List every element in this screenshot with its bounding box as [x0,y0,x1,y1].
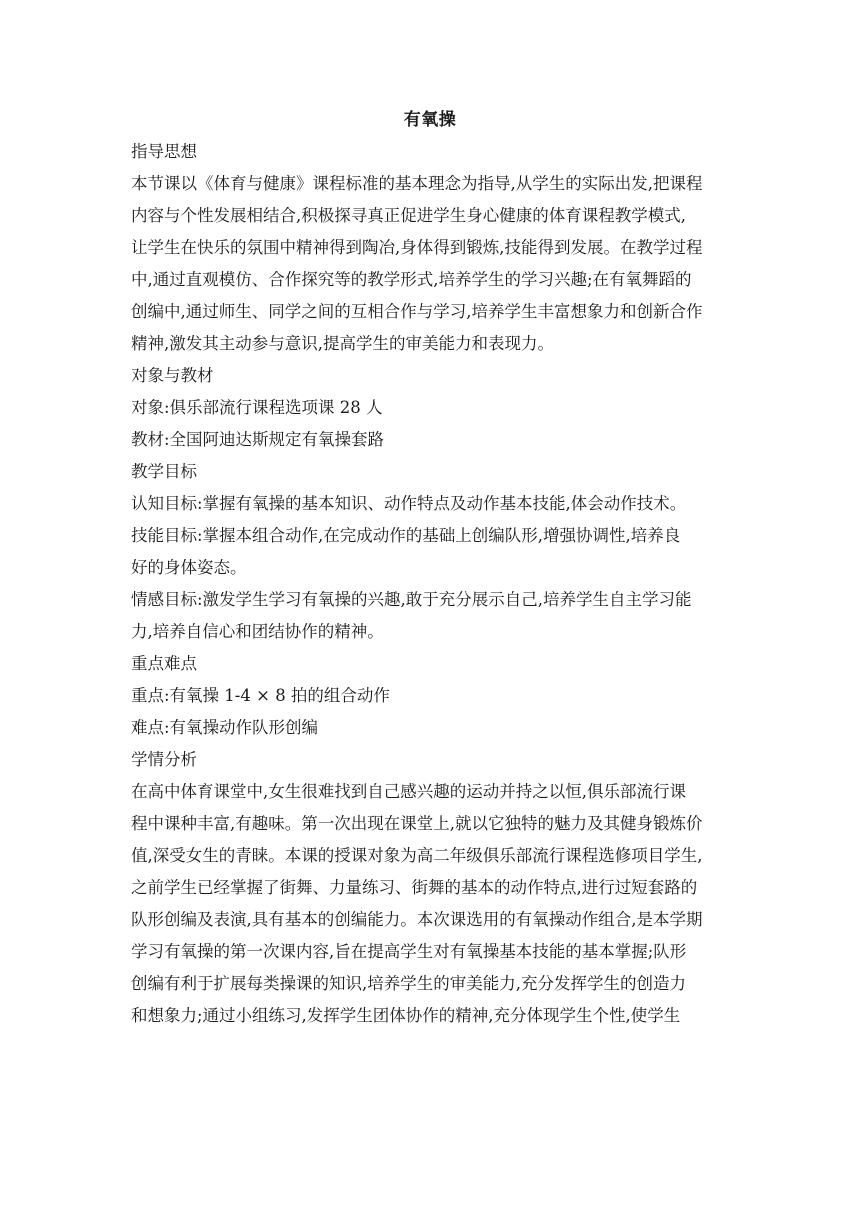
paragraph-line: 和想象力;通过小组练习,发挥学生团体协作的精神,充分体现学生个性,使学生 [131,1006,681,1025]
section-heading: 教学目标 [131,462,197,481]
paragraph-line: 认知目标:掌握有氧操的基本知识、动作特点及动作基本技能,体会动作技术。 [131,494,687,513]
paragraph-line: 对象:俱乐部流行课程选项课 28 人 [131,398,383,417]
section-object [131,360,729,456]
section-keypoints [131,648,729,744]
paragraph-line: 队形创编及表演,具有基本的创编能力。本次课选用的有氧操动作组合,是本学期 [131,910,703,929]
paragraph-line: 教材:全国阿迪达斯规定有氧操套路 [131,430,385,449]
paragraph-line: 创编中,通过师生、同学之间的互相合作与学习,培养学生丰富想象力和创新合作 [131,302,703,321]
section-heading: 重点难点 [131,654,197,673]
paragraph-line: 重点:有氧操 1-4 × 8 拍的组合动作 [131,686,390,705]
document-title: 有氧操 [403,110,457,130]
paragraph-line: 让学生在快乐的氛围中精神得到陶冶,身体得到锻炼,技能得到发展。在教学过程 [131,238,703,257]
section-goals [131,456,729,648]
paragraph-line: 好的身体姿态。 [131,558,247,577]
section-heading: 对象与教材 [131,366,214,385]
paragraph-line: 中,通过直观模仿、合作探究等的教学形式,培养学生的学习兴趣;在有氧舞蹈的 [131,270,692,289]
paragraph-line: 程中课种丰富,有趣味。第一次出现在课堂上,就以它独特的魅力及其健身锻炼价 [131,814,703,833]
section-heading: 学情分析 [131,750,197,769]
paragraph-line: 本节课以《体育与健康》课程标准的基本理念为指导,从学生的实际出发,把课程 [131,174,703,193]
paragraph-line: 值,深受女生的青睐。本课的授课对象为高二年级俱乐部流行课程选修项目学生, [131,846,703,865]
document-page [131,104,729,1032]
paragraph-line: 精神,激发其主动参与意识,提高学生的审美能力和表现力。 [131,334,554,353]
paragraph-line: 情感目标:激发学生学习有氧操的兴趣,敢于充分展示自己,培养学生自主学习能 [131,590,692,609]
section-guiding [131,136,729,360]
paragraph-line: 创编有利于扩展每类操课的知识,培养学生的审美能力,充分发挥学生的创造力 [131,974,686,993]
paragraph-line: 在高中体育课堂中,女生很难找到自己感兴趣的运动并持之以恒,俱乐部流行课 [131,782,686,801]
paragraph-line: 之前学生已经掌握了街舞、力量练习、街舞的基本的动作特点,进行过短套路的 [131,878,698,897]
paragraph-line: 内容与个性发展相结合,积极探寻真正促进学生身心健康的体育课程教学模式, [131,206,686,225]
section-analysis [131,744,729,1032]
paragraph-line: 难点:有氧操动作队形创编 [131,718,319,737]
paragraph-line: 学习有氧操的第一次课内容,旨在提高学生对有氧操基本技能的基本掌握;队形 [131,942,687,961]
paragraph-line: 力,培养自信心和团结协作的精神。 [131,622,384,641]
section-heading: 指导思想 [131,142,197,161]
paragraph-line: 技能目标:掌握本组合动作,在完成动作的基础上创编队形,增强协调性,培养良 [131,526,681,545]
